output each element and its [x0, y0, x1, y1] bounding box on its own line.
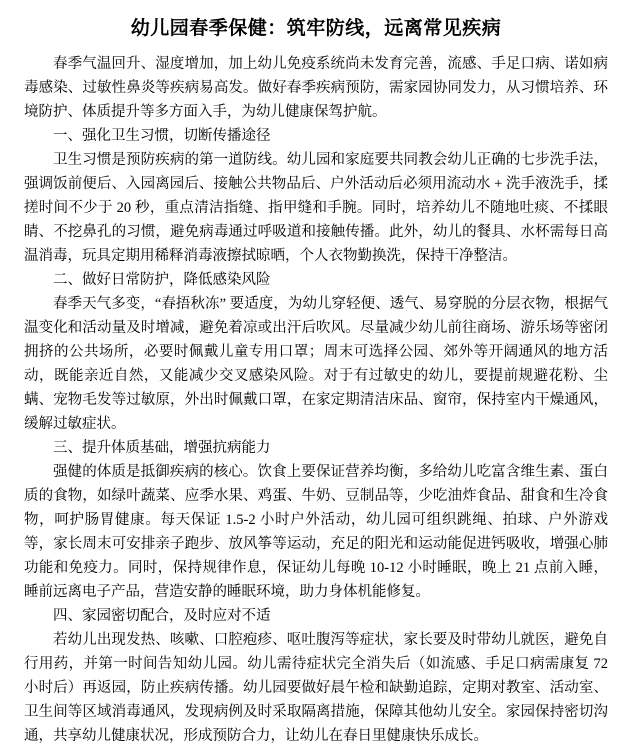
section-3-body: 强健的体质是抵御疾病的核心。饮食上要保证营养均衡，多给幼儿吃富含维生素、蛋白质的食物，如绿叶蔬菜、应季水果、鸡蛋、牛奶、豆制品等，少吃油炸食品、甜食和生冷食物，呵护肠胃健康。每天保证 1.5-2 小时户外活动，幼儿园可组织跳绳、拍球、户外游戏等，家长周末可安排亲子跑步、放风筝等运动，充足的阳光和运动能促进钙吸收，增强心肺功能和免疫力。同时，保持规律作息，保证幼儿每晚 10-12 小时睡眠，晚上 21 点前入睡，睡前远离电子产品，营造安静的睡眠环境，助力身体机能修复。 — [24, 464, 608, 600]
intro-paragraph: 春季气温回升、湿度增加，加上幼儿免疫系统尚未发育完善，流感、手足口病、诺如病毒感染、过敏性鼻炎等疾病易高发。做好春季疾病预防，需家园协同发力，从习惯培养、环境防护、体质提升等多方面入手，为幼儿健康保驾护航。 — [24, 56, 608, 120]
section-1-body: 卫生习惯是预防疾病的第一道防线。幼儿园和家庭要共同教会幼儿正确的七步洗手法，强调饭前便后、入园离园后、接触公共物品后、户外活动后必须用流动水 + 洗手液洗手，揉搓时间不少于 20 秒，重点清洁指缝、指甲缝和手腕。同时，培养幼儿不随地吐痰、不揉眼睛、不挖鼻孔的习惯，避免病毒通过呼吸道和接触传播。此外，幼儿的餐具、水杯需每日高温消毒，玩具定期用稀释消毒液擦拭晾晒，个人衣物勤换洗，保持干净整洁。 — [24, 152, 608, 264]
section-3-heading: 三、提升体质基础，增强抗病能力 — [53, 440, 271, 456]
section-2-body: 春季天气多变，“春捂秋冻” 要适度，为幼儿穿轻便、透气、易穿脱的分层衣物，根据气温变化和活动量及时增减，避免着凉或出汗后吹风。尽量减少幼儿前往商场、游乐场等密闭拥挤的公共场所，必要时佩戴儿童专用口罩；周末可选择公园、郊外等开阔通风的地方活动，既能亲近自然，又能减少交叉感染风险。对于有过敏史的幼儿，要提前规避花粉、尘螨、宠物毛发等过敏原，外出时佩戴口罩，在家定期清洁床品、窗帘，保持室内干燥通风，缓解过敏症状。 — [24, 296, 608, 432]
document-title: 幼儿园春季保健：筑牢防线，远离常见疾病 — [130, 18, 502, 39]
section-4-body: 若幼儿出现发热、咳嗽、口腔疱疹、呕吐腹泻等症状，家长要及时带幼儿就医，避免自行用药，并第一时间告知幼儿园。幼儿需待症状完全消失后（如流感、手足口病需康复 72 小时后）再返园，防止疾病传播。幼儿园要做好晨午检和缺勤追踪，定期对教室、活动室、卫生间等区域消毒通风，发现病例及时采取隔离措施，保障其他幼儿安全。家园保持密切沟通，共享幼儿健康状况，形成预防合力，让幼儿在春日里健康快乐成长。 — [24, 632, 608, 744]
section-1-heading: 一、强化卫生习惯，切断传播途径 — [53, 128, 271, 144]
section-2-heading: 二、做好日常防护，降低感染风险 — [53, 272, 271, 288]
section-4-heading: 四、家园密切配合，及时应对不适 — [53, 608, 271, 624]
